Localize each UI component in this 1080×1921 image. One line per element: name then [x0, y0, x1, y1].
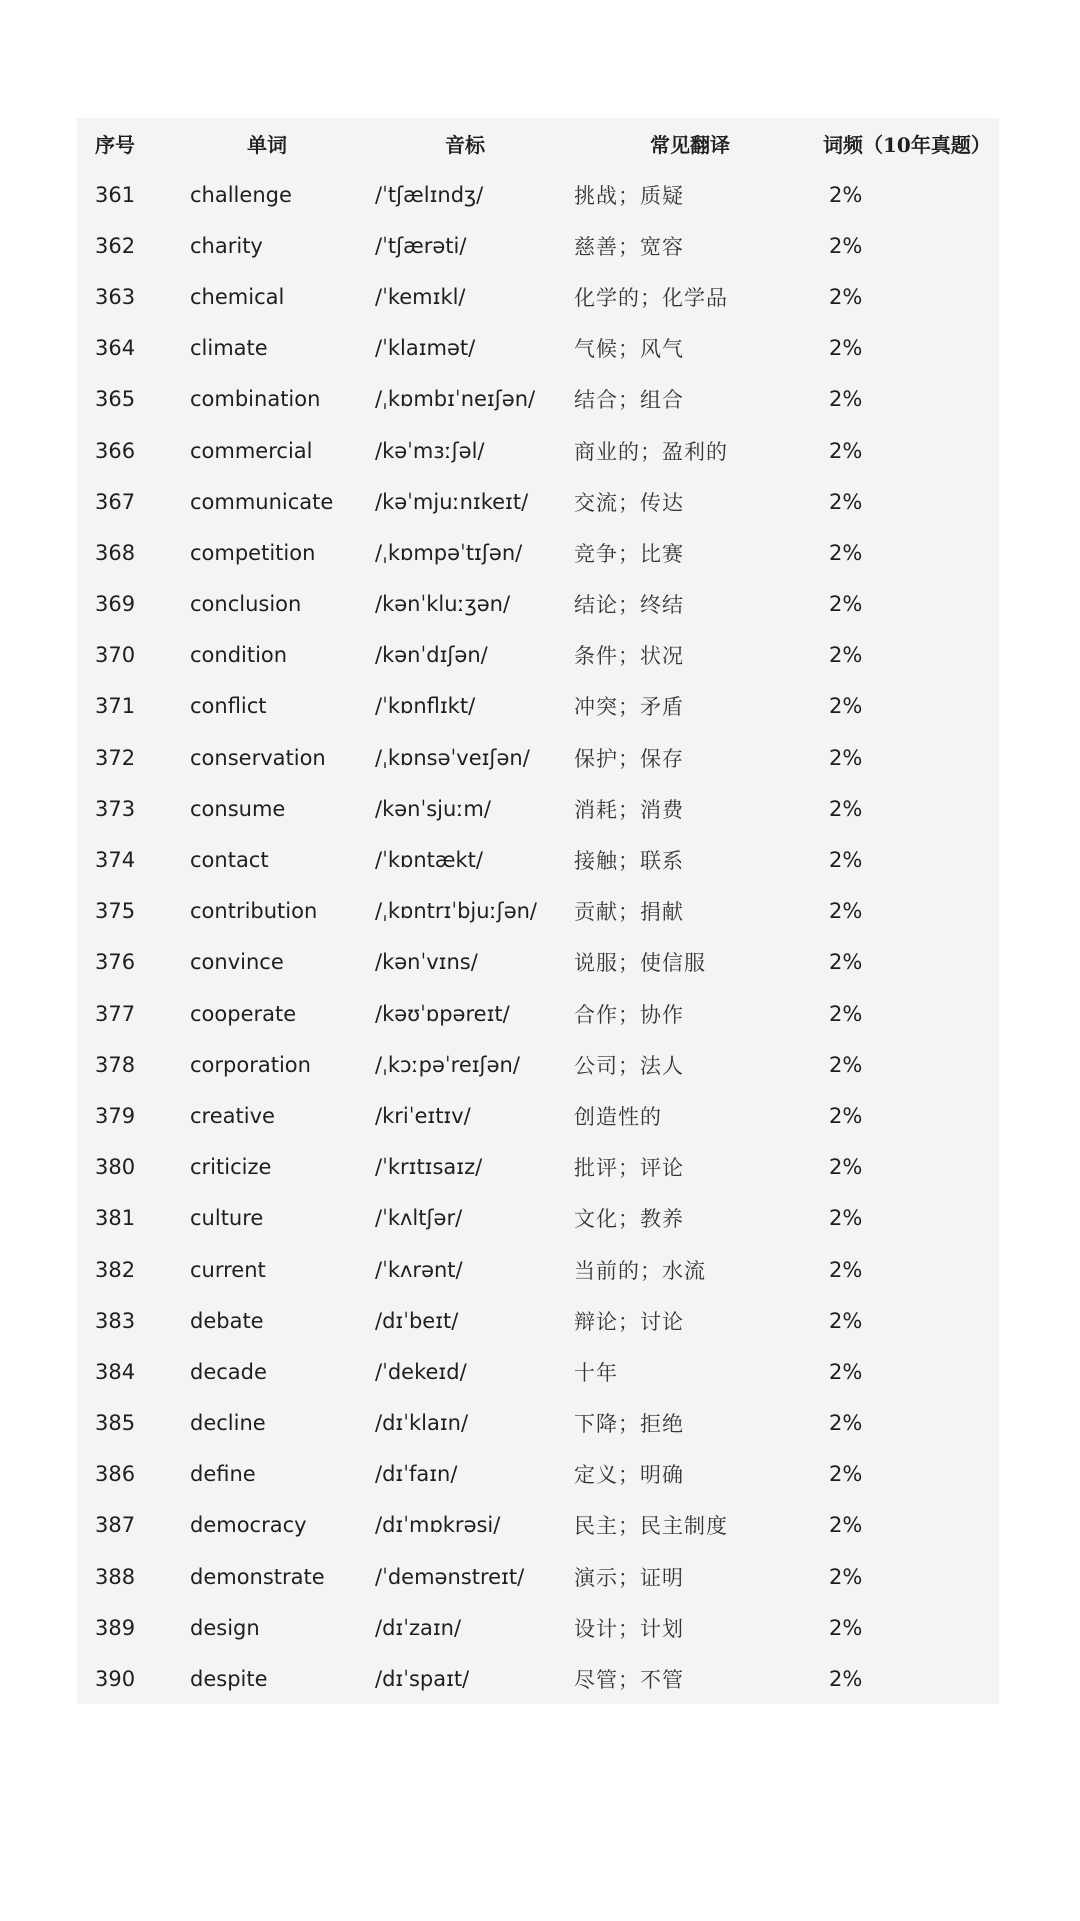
row-number: 383 [95, 1308, 136, 1333]
row-translation: 挑战；质疑 [574, 183, 684, 208]
row-translation: 商业的；盈利的 [574, 439, 728, 464]
row-translation: 尽管；不管 [574, 1668, 684, 1693]
row-frequency: 2% [829, 796, 863, 821]
row-phonetic: /kənˈvɪns/ [375, 950, 478, 975]
table-row [77, 579, 999, 630]
row-frequency: 2% [829, 643, 863, 668]
row-translation: 设计；计划 [574, 1616, 684, 1641]
row-word: current [190, 1257, 266, 1282]
row-number: 371 [95, 694, 136, 719]
row-phonetic: /ˈkɒnflɪkt/ [375, 694, 476, 719]
row-word: conflict [190, 694, 267, 719]
row-word: contribution [190, 899, 318, 924]
row-translation: 竞争；比赛 [574, 541, 684, 566]
table-row [77, 1449, 999, 1500]
row-frequency: 2% [829, 1615, 863, 1640]
row-word: commercial [190, 438, 313, 463]
row-frequency: 2% [829, 336, 863, 361]
row-word: chemical [190, 284, 285, 309]
row-number: 369 [95, 592, 136, 617]
row-frequency: 2% [829, 848, 863, 873]
row-frequency: 2% [829, 1564, 863, 1589]
table-row [77, 1244, 999, 1295]
row-word: debate [190, 1308, 264, 1333]
table-row [77, 1193, 999, 1244]
row-translation: 演示；证明 [574, 1565, 684, 1590]
row-number: 387 [95, 1513, 136, 1538]
row-phonetic: /ˈkɒntækt/ [375, 848, 483, 873]
row-translation: 贡献；捐献 [574, 900, 684, 925]
table-row [77, 1295, 999, 1346]
table-row [77, 1039, 999, 1090]
row-frequency: 2% [829, 694, 863, 719]
table-row [77, 1142, 999, 1193]
row-translation: 条件；状况 [574, 644, 684, 669]
row-frequency: 2% [829, 1257, 863, 1282]
row-number: 376 [95, 950, 136, 975]
table-row [77, 732, 999, 783]
row-phonetic: /kriˈeɪtɪv/ [375, 1103, 471, 1128]
table-row [77, 1653, 999, 1704]
row-frequency: 2% [829, 1359, 863, 1384]
table-row [77, 169, 999, 220]
row-phonetic: /ˌkɔːpəˈreɪʃən/ [375, 1052, 520, 1077]
row-number: 380 [95, 1155, 136, 1180]
table-row [77, 1090, 999, 1141]
header-word: 单词 [247, 133, 287, 157]
row-frequency: 2% [829, 182, 863, 207]
vocabulary-table [77, 118, 999, 1705]
row-translation: 创造性的 [574, 1104, 662, 1129]
row-phonetic: /dɪˈmɒkrəsi/ [375, 1513, 501, 1538]
row-phonetic: /ˌkɒmbɪˈneɪʃən/ [375, 387, 536, 412]
row-word: conclusion [190, 592, 302, 617]
row-number: 373 [95, 796, 136, 821]
row-frequency: 2% [829, 1667, 863, 1692]
row-translation: 十年 [574, 1360, 618, 1385]
row-number: 375 [95, 899, 136, 924]
row-phonetic: /ˈtʃærəti/ [375, 233, 467, 258]
table-row [77, 425, 999, 476]
row-translation: 民主；民主制度 [574, 1514, 728, 1539]
header-phonetic: 音标 [445, 133, 485, 157]
row-translation: 保护；保存 [574, 746, 684, 771]
row-frequency: 2% [829, 489, 863, 514]
row-phonetic: /ˈkʌltʃər/ [375, 1206, 463, 1231]
row-translation: 气候；风气 [574, 337, 684, 362]
table-body [77, 169, 999, 1705]
row-number: 389 [95, 1615, 136, 1640]
table-row [77, 886, 999, 937]
row-translation: 下降；拒绝 [574, 1412, 684, 1437]
row-number: 363 [95, 284, 136, 309]
row-word: climate [190, 336, 268, 361]
row-number: 381 [95, 1206, 136, 1231]
row-translation: 消耗；消费 [574, 797, 684, 822]
row-frequency: 2% [829, 899, 863, 924]
row-translation: 当前的；水流 [574, 1258, 706, 1283]
row-frequency: 2% [829, 540, 863, 565]
row-number: 377 [95, 1001, 136, 1026]
row-phonetic: /ˈkrɪtɪsaɪz/ [375, 1155, 483, 1180]
row-translation: 说服；使信服 [574, 951, 706, 976]
row-frequency: 2% [829, 592, 863, 617]
row-number: 361 [95, 182, 136, 207]
row-number: 374 [95, 848, 136, 873]
row-word: consume [190, 796, 286, 821]
row-number: 390 [95, 1667, 136, 1692]
row-translation: 接触；联系 [574, 849, 684, 874]
vocabulary-table-panel [77, 118, 999, 1704]
row-word: conservation [190, 745, 326, 770]
row-number: 366 [95, 438, 136, 463]
row-frequency: 2% [829, 233, 863, 258]
row-word: contact [190, 848, 269, 873]
row-phonetic: /ˌkɒntrɪˈbjuːʃən/ [375, 899, 538, 924]
row-phonetic: /dɪˈklaɪn/ [375, 1411, 469, 1436]
table-row [77, 783, 999, 834]
table-row [77, 630, 999, 681]
row-frequency: 2% [829, 1462, 863, 1487]
row-phonetic: /ˌkɒmpəˈtɪʃən/ [375, 540, 523, 565]
row-phonetic: /ˈklaɪmət/ [375, 336, 476, 361]
row-translation: 化学的；化学品 [574, 285, 728, 310]
table-row [77, 323, 999, 374]
row-phonetic: /ˈkemɪkl/ [375, 284, 466, 309]
row-phonetic: /dɪˈbeɪt/ [375, 1308, 459, 1333]
row-phonetic: /ˈkʌrənt/ [375, 1257, 463, 1282]
table-row [77, 988, 999, 1039]
row-frequency: 2% [829, 1155, 863, 1180]
row-frequency: 2% [829, 1411, 863, 1436]
row-number: 372 [95, 745, 136, 770]
row-translation: 批评；评论 [574, 1156, 684, 1181]
row-number: 367 [95, 489, 136, 514]
row-frequency: 2% [829, 1103, 863, 1128]
row-word: convince [190, 950, 284, 975]
table-row [77, 1500, 999, 1551]
row-phonetic: /kəˈmjuːnɪkeɪt/ [375, 489, 529, 514]
header-frequency: 词频（10年真题） [823, 133, 991, 157]
row-number: 378 [95, 1052, 136, 1077]
row-frequency: 2% [829, 1052, 863, 1077]
row-translation: 慈善；宽容 [574, 234, 684, 259]
table-header-row [77, 118, 999, 169]
row-translation: 定义；明确 [574, 1463, 684, 1488]
row-frequency: 2% [829, 1308, 863, 1333]
row-word: decade [190, 1359, 267, 1384]
row-frequency: 2% [829, 284, 863, 309]
row-word: culture [190, 1206, 264, 1231]
row-translation: 结论；终结 [574, 593, 684, 618]
row-phonetic: /kənˈsjuːm/ [375, 796, 491, 821]
row-number: 379 [95, 1103, 136, 1128]
row-word: democracy [190, 1513, 307, 1538]
table-row [77, 476, 999, 527]
table-row [77, 220, 999, 271]
row-translation: 交流；传达 [574, 490, 684, 515]
row-phonetic: /ˈdemənstreɪt/ [375, 1564, 525, 1589]
row-word: competition [190, 540, 316, 565]
row-translation: 辩论；讨论 [574, 1309, 684, 1334]
table-row [77, 374, 999, 425]
row-translation: 冲突；矛盾 [574, 695, 684, 720]
row-number: 382 [95, 1257, 136, 1282]
row-frequency: 2% [829, 1513, 863, 1538]
row-frequency: 2% [829, 950, 863, 975]
table-row [77, 527, 999, 578]
table-row [77, 1551, 999, 1602]
row-word: creative [190, 1103, 275, 1128]
row-number: 385 [95, 1411, 136, 1436]
header-translation: 常见翻译 [650, 133, 730, 157]
row-word: communicate [190, 489, 334, 514]
row-word: challenge [190, 182, 292, 207]
table-row [77, 937, 999, 988]
row-number: 386 [95, 1462, 136, 1487]
row-word: criticize [190, 1155, 272, 1180]
table-row [77, 834, 999, 885]
row-word: design [190, 1615, 260, 1640]
row-word: condition [190, 643, 288, 668]
row-word: despite [190, 1667, 268, 1692]
row-word: decline [190, 1411, 266, 1436]
row-phonetic: /dɪˈspaɪt/ [375, 1667, 470, 1692]
row-phonetic: /kəʊˈɒpəreɪt/ [375, 1001, 510, 1026]
row-word: cooperate [190, 1001, 297, 1026]
row-phonetic: /kənˈdɪʃən/ [375, 643, 488, 668]
row-number: 364 [95, 336, 136, 361]
row-frequency: 2% [829, 1206, 863, 1231]
table-row [77, 1346, 999, 1397]
row-number: 365 [95, 387, 136, 412]
table-row [77, 271, 999, 322]
row-number: 388 [95, 1564, 136, 1589]
row-word: combination [190, 387, 321, 412]
row-phonetic: /kənˈkluːʒən/ [375, 592, 511, 617]
row-translation: 公司；法人 [574, 1053, 684, 1078]
row-phonetic: /kəˈmɜːʃəl/ [375, 438, 485, 463]
row-phonetic: /dɪˈfaɪn/ [375, 1462, 458, 1487]
row-number: 368 [95, 540, 136, 565]
row-phonetic: /ˈtʃælɪndʒ/ [375, 182, 484, 207]
table-row [77, 681, 999, 732]
row-phonetic: /ˈdekeɪd/ [375, 1359, 467, 1384]
row-translation: 结合；组合 [574, 388, 684, 413]
row-translation: 合作；协作 [574, 1002, 684, 1027]
table-row [77, 1398, 999, 1449]
row-frequency: 2% [829, 745, 863, 770]
row-frequency: 2% [829, 387, 863, 412]
row-translation: 文化；教养 [574, 1207, 684, 1232]
row-number: 384 [95, 1359, 136, 1384]
row-frequency: 2% [829, 1001, 863, 1026]
row-frequency: 2% [829, 438, 863, 463]
row-word: define [190, 1462, 256, 1487]
row-number: 370 [95, 643, 136, 668]
row-word: corporation [190, 1052, 311, 1077]
row-number: 362 [95, 233, 136, 258]
row-phonetic: /ˌkɒnsəˈveɪʃən/ [375, 745, 530, 770]
row-word: demonstrate [190, 1564, 325, 1589]
header-number: 序号 [95, 133, 135, 157]
row-word: charity [190, 233, 263, 258]
table-row [77, 1602, 999, 1653]
row-phonetic: /dɪˈzaɪn/ [375, 1615, 462, 1640]
